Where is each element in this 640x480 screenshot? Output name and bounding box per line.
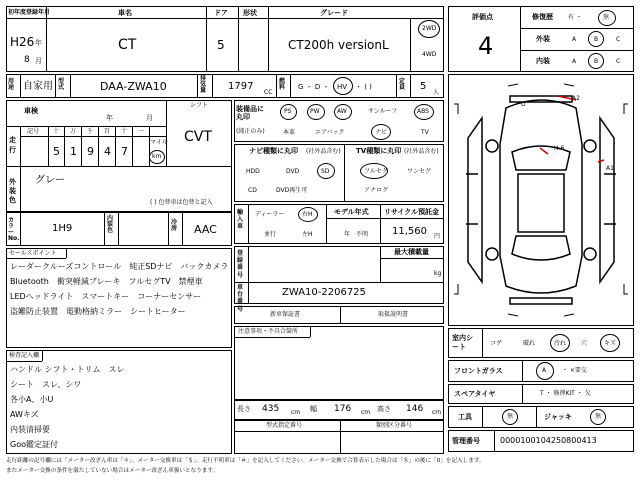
diagram-mark-u: U <box>521 101 526 108</box>
fuel-rest: ・ ( ) <box>355 83 372 91</box>
inspection-month: 月 <box>146 114 153 122</box>
repair-history-options: 有 ・ <box>568 14 582 21</box>
mileage-header-symbol: 記号 <box>27 128 40 135</box>
car-name: CT <box>118 37 137 53</box>
sales-point-2: Bluetooth 衝突軽減ブレーキ フルセグTV 禁煙車 <box>10 277 203 286</box>
inspector-note-5: 内装清掃要 <box>10 425 50 434</box>
repair-history-selected: 無 <box>603 14 610 21</box>
cc-unit: CC <box>264 89 273 96</box>
length-unit: cm <box>291 409 301 416</box>
tv-oneseg: ワンセグ <box>407 168 432 175</box>
model-year-label: モデル年式 <box>334 208 369 216</box>
max-load-label: 最大積載量 <box>394 248 429 256</box>
seat-ana: 穴 <box>581 340 588 347</box>
door-label: ドア <box>214 9 228 17</box>
mileage-digit-100: 4 <box>104 145 111 158</box>
navi-dvd-play: DVD再生可 <box>276 187 308 194</box>
interior-grade-c: C <box>616 58 621 65</box>
mileage-digit-10k: 1 <box>70 145 77 158</box>
exterior-color-note: ( ) 色替車は色替と記入 <box>150 199 213 206</box>
jack-label: ジャッキ <box>544 413 572 421</box>
model: DAA-ZWA10 <box>100 80 167 93</box>
interior-seat-label: 室内シート <box>452 334 473 352</box>
chassis-value: ZWA10-2206725 <box>282 287 366 298</box>
import-dealer: ディーラー <box>255 211 285 218</box>
mileage-unit-mile: マイル <box>150 139 168 146</box>
usage: 自家用 <box>23 81 53 92</box>
sales-point-1: レーダークルーズコントロール 純正SDナビ バックカメラ <box>10 262 229 271</box>
tv-fullseg: フルセグ <box>364 168 388 175</box>
mileage-digit-10: 7 <box>121 145 128 158</box>
tools-row <box>448 406 634 428</box>
equip-navi: ナビ <box>375 129 388 136</box>
model-label: 型式 <box>58 78 65 91</box>
tools-label: 工具 <box>458 413 472 421</box>
height-unit: cm <box>432 409 442 416</box>
fuel-label: 燃料 <box>279 78 286 91</box>
import-left: 左H <box>302 231 313 238</box>
length-label: 長さ <box>237 405 251 413</box>
mileage-unit-km: km <box>152 153 162 160</box>
inspector-note-1: ハンドル シフト・トリム スレ <box>10 365 125 374</box>
height-value: 146 <box>406 404 424 414</box>
max-load-unit: kg <box>434 270 442 277</box>
mileage-header-1k: 千 <box>87 128 94 135</box>
fuel-selected: HV <box>337 83 348 91</box>
exterior-grade-b: B <box>594 36 599 43</box>
manual-label: 取扱説明書 <box>378 311 409 318</box>
mileage-digit-100k: 5 <box>53 145 60 158</box>
first-reg-era-year: H26 <box>10 35 35 49</box>
doors: 5 <box>217 38 225 52</box>
seat-yabure: 破れ <box>523 340 536 347</box>
drive-4wd: 4WD <box>422 51 437 58</box>
recycle-label: リサイクル預託金 <box>384 208 440 216</box>
usage-label: 用途 <box>8 78 15 91</box>
height-label: 高さ <box>377 405 391 413</box>
exterior-color-label: 外装色 <box>9 178 16 205</box>
capacity-unit: 人 <box>433 89 440 96</box>
spare-tire-items: T ・ 修理KIT ・ 欠 <box>540 390 591 397</box>
notes-label: 注意事項・不具合箇所 <box>238 328 299 335</box>
type-designation-label: 型式指定番号 <box>266 422 303 429</box>
inspection-label: 車検 <box>24 107 38 115</box>
capacity: 5 <box>420 81 427 92</box>
color-no-label: カラーNo. <box>8 217 20 242</box>
drive-2wd: 2WD <box>422 25 437 32</box>
seat-kizu: キズ <box>604 340 616 347</box>
front-glass-option2: ・ ×要交 <box>562 367 587 374</box>
import-right: 右H <box>302 211 313 218</box>
length-value: 435 <box>262 404 280 414</box>
inspector-note-2: シート スレ、シワ <box>10 380 82 389</box>
fuel-options: G ・ D ・ <box>298 83 330 91</box>
diagram-mark-a2: A2 <box>572 95 580 102</box>
first-reg-label: 初年度登録年月 <box>8 9 51 16</box>
mileage-header-100k: 十 <box>53 128 60 135</box>
shift-value: CVT <box>184 129 212 145</box>
mileage-header-100: 百 <box>104 128 111 135</box>
interior-color-label: 内装色 <box>107 215 114 234</box>
exterior-grade-a: A <box>572 36 577 43</box>
equipment-sub-label: (純正のみ) <box>236 128 265 135</box>
name-label: 車名 <box>118 9 132 17</box>
equip-airbag: エアバック <box>315 129 345 136</box>
color-no-value: 1H9 <box>52 223 73 234</box>
capacity-label: 定員 <box>399 78 406 91</box>
inspection-year: 年 <box>106 114 113 122</box>
spare-tire-label: スペアタイヤ <box>454 390 496 398</box>
inspection-mileage-block <box>6 100 232 212</box>
equip-ps: PS <box>284 108 292 115</box>
tools-value: 無 <box>507 413 514 420</box>
sales-points-label: セールスポイント <box>9 250 57 257</box>
diagram-mark-h6: H-6 <box>554 145 565 152</box>
mileage-header-10k: 万 <box>70 128 77 135</box>
exterior-grade-label: 外装 <box>536 35 550 43</box>
navi-sub-label: (社外品含む) <box>306 148 341 155</box>
score-value: 4 <box>478 32 494 60</box>
ac-label: 冷房 <box>171 219 178 232</box>
front-glass-selected: A <box>542 367 547 374</box>
exterior-grade-c: C <box>616 36 621 43</box>
tv-analog: アナログ <box>364 187 389 194</box>
import-parallel: 並行 <box>264 231 277 238</box>
front-glass-label: フロントガラス <box>454 367 503 375</box>
interior-grade-a: A <box>572 58 577 65</box>
inspector-note-4: AWキズ <box>10 410 39 419</box>
tv-sub-label: (社外品含む) <box>404 148 439 155</box>
inspector-notes-label: 検査記入欄 <box>9 352 40 359</box>
navi-label: ナビ種類に丸印 <box>249 147 298 155</box>
displacement-label: 排気量 <box>200 75 207 94</box>
width-unit: cm <box>361 409 371 416</box>
interior-grade-label: 内装 <box>536 57 550 65</box>
equip-leather: 本革 <box>283 129 296 136</box>
repair-history-label: 修復歴 <box>532 13 553 21</box>
footer-line-2: またメーター交換の条件を満たしていない場合はメーター改ざん車扱いとなります。 <box>6 468 219 474</box>
sales-point-3: LEDヘッドライト スマートキー コーナーセンサー <box>10 292 202 301</box>
inspector-note-6: Goo鑑定証付 <box>10 440 58 449</box>
model-year-value: 年 不明 <box>344 231 369 238</box>
control-no-label: 管理番号 <box>452 437 480 445</box>
footer-line-1: 走行距離の記号欄には「メーター改ざん車は「＊」、メーター交換車は「＄」、走行不明車は「＃」を記入してください。メーター交換で合算表示した場合は「＄」の後に「0」を記入します。 <box>6 458 485 464</box>
equip-pw: PW <box>310 108 320 115</box>
row-usage-model <box>6 74 444 98</box>
chassis-label: 車台番号 <box>237 284 244 313</box>
warranty-row <box>234 306 444 324</box>
displacement: 1797 <box>228 81 254 92</box>
navi-dvd: DVD <box>286 168 300 175</box>
equip-sunroof: サンルーフ <box>368 108 398 115</box>
sales-point-4: 盗難防止装置 電動格納ミラー シートヒーター <box>10 307 186 316</box>
tv-label: TV種類に丸印 <box>356 147 402 155</box>
interior-grade-b: B <box>594 58 599 65</box>
navi-cd: CD <box>248 187 257 194</box>
equip-abs: ABS <box>417 108 429 115</box>
reg-no-label: 登録番号 <box>237 250 244 279</box>
import-label: 輸入車 <box>237 209 244 231</box>
first-reg-month-unit: 月 <box>35 57 42 65</box>
mileage-digit-1k: 9 <box>87 145 94 158</box>
equip-tv: TV <box>421 129 429 136</box>
control-no-value: 0000100104250800413 <box>500 436 597 445</box>
width-value: 176 <box>334 404 352 414</box>
grade-label: グレード <box>320 9 348 17</box>
mileage-label: 走行 <box>9 136 16 154</box>
seat-koge: コゲ <box>490 340 503 347</box>
first-reg-year-unit: 年 <box>35 39 42 47</box>
jack-value: 無 <box>595 413 602 420</box>
recycle-value: 11,560 <box>392 226 427 237</box>
mileage-header-1: 一 <box>138 128 145 135</box>
grade: CT200h versionL <box>288 38 389 52</box>
navi-hdd: HDD <box>246 168 260 175</box>
car-diagram <box>448 74 634 326</box>
equip-aw: AW <box>337 108 347 115</box>
shift-label: シフト <box>190 102 209 109</box>
diagram-mark-a1: A1 <box>606 165 614 172</box>
navi-sd: SD <box>321 168 330 175</box>
width-label: 幅 <box>310 405 317 413</box>
recycle-unit: 円 <box>434 233 441 240</box>
shape-label: 形状 <box>243 9 257 17</box>
inspector-note-3: 各小A、小U <box>10 395 54 404</box>
score-label: 評価点 <box>472 13 493 21</box>
class-no-label: 類別区分番号 <box>376 422 413 429</box>
mileage-header-10: 十 <box>121 128 128 135</box>
exterior-color-value: グレー <box>35 175 65 186</box>
first-reg-month: 8 <box>24 55 30 65</box>
seat-yogore: 汚れ <box>554 340 567 347</box>
ac-value: AAC <box>194 223 217 236</box>
warranty-label: 新車保証書 <box>270 311 301 318</box>
equipment-label: 装備品に丸印 <box>236 105 264 122</box>
